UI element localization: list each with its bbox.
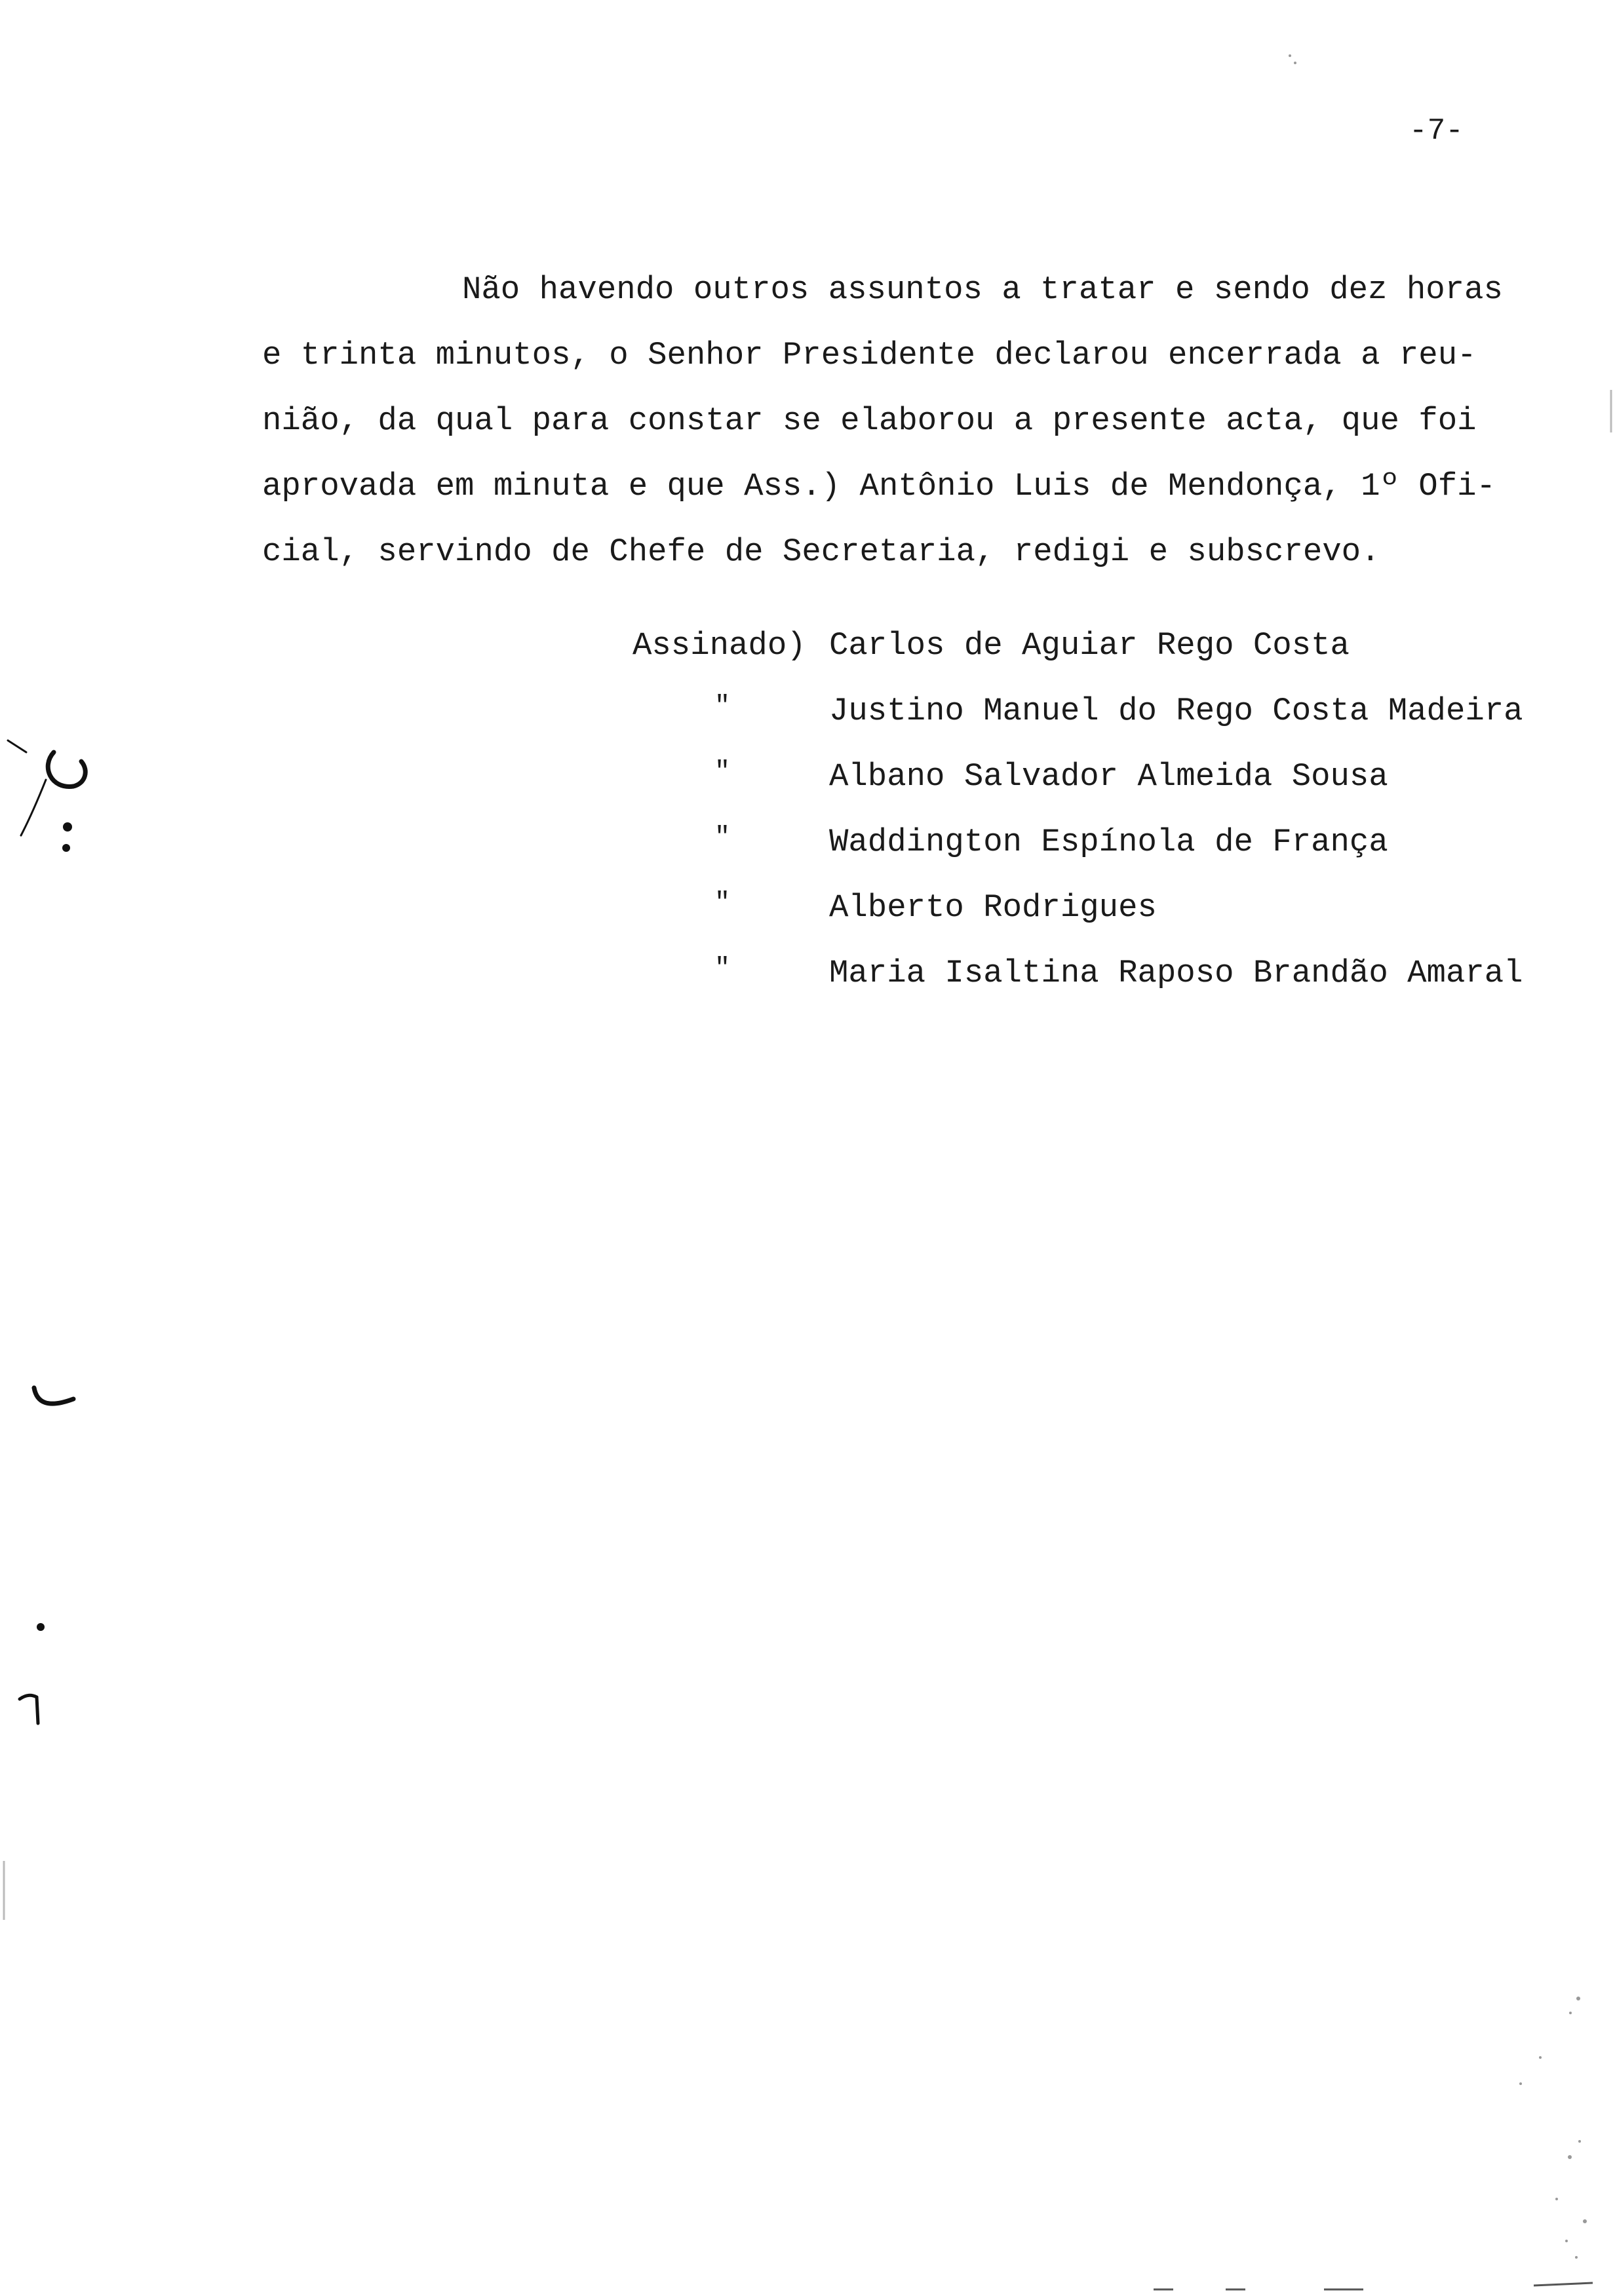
ditto-mark: " xyxy=(714,692,731,721)
signatory-name: Albano Salvador Almeida Sousa xyxy=(829,758,1388,795)
binder-hole-mark-top xyxy=(8,740,85,835)
dot-marks xyxy=(37,822,72,1631)
signature-row xyxy=(632,678,1550,744)
signatory-name: Alberto Rodrigues xyxy=(829,889,1157,926)
signature-row xyxy=(632,809,1550,875)
page-number: -7- xyxy=(1409,114,1464,148)
paragraph-line: cial, servindo de Chefe de Secretaria, redigi e subscrevo. xyxy=(262,533,1380,570)
signatory-name: Waddington Espínola de França xyxy=(829,824,1388,860)
paragraph-line: aprovada em minuta e que Ass.) Antônio Luis de Mendonça, 1º Ofi- xyxy=(262,468,1496,505)
signatory-name: Carlos de Aguiar Rego Costa xyxy=(829,627,1350,664)
ditto-mark: " xyxy=(714,954,731,984)
signature-row xyxy=(632,940,1550,1006)
closing-paragraph xyxy=(262,257,1540,584)
signature-row xyxy=(632,613,1550,678)
paragraph-line: e trinta minutos, o Senhor Presidente declarou encerrada a reu- xyxy=(262,337,1477,373)
signatory-name: Justino Manuel do Rego Costa Madeira xyxy=(829,693,1523,729)
signature-list xyxy=(632,613,1550,1006)
binder-hole-mark-middle xyxy=(34,1388,73,1404)
signatory-name: Maria Isaltina Raposo Brandão Amaral xyxy=(829,955,1523,991)
paragraph-line: Não havendo outros assuntos a tratar e sendo dez horas xyxy=(462,271,1503,308)
signed-label: Assinado) xyxy=(632,627,806,664)
ditto-mark: " xyxy=(714,823,731,852)
signature-row xyxy=(632,744,1550,809)
signature-row xyxy=(632,875,1550,940)
paragraph-line: nião, da qual para constar se elaborou a presente acta, que foi xyxy=(262,402,1477,439)
ditto-mark: " xyxy=(714,757,731,787)
binder-hole-mark-bottom xyxy=(20,1695,38,1723)
bottom-edge-lines xyxy=(1154,2283,1593,2289)
ditto-mark: " xyxy=(714,889,731,918)
